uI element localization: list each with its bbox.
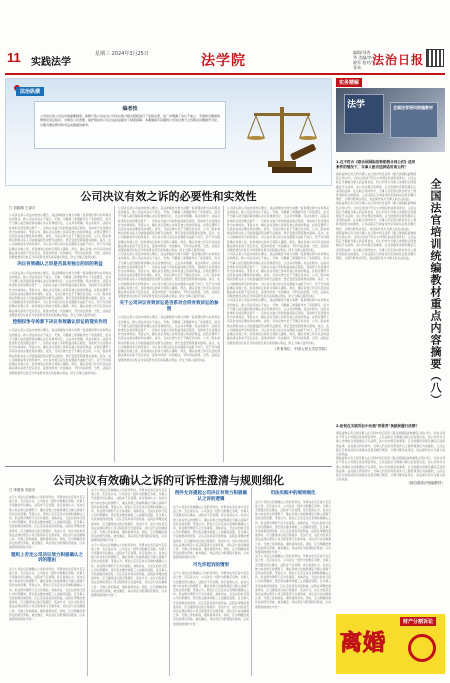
book-label: 法学: [347, 100, 366, 110]
article1-col2: 公司决议是公司法中的核心概念，其法律属性与效力问题一直是理论界与实务界关注的焦点。新公司法对决议不成立、无效、可撤销三类瑕疵作出了系统规定，但对于当事人能否提起请求确认决议有效的诉讼，立法并未明确。司法实践中，法院对此类诉讼的受理态度不一，有的认为缺乏诉的利益而裁定驳回，有的则予以受理并作出实体判决。笔者认为，确认决议有效之诉具有独立的诉的利益，在特定情形下有其存在的必要性和实效性。首先，当决议效力处于不确定状态时，公司、股东或相关利害关系人可能面临经营决策无法推进、登记变更受阻等现实困境。其次，在公司控制权争夺的场景中，对立各方常以决议存在瑕疵为由拒不执行，若不允许提起确认有效之诉，则有效决议的执行将陷入僵局。再次，确认有效之诉可以及时消除法律关系的不安定状态，促进纠纷的一次性解决，节约司法资源。当然，法院在受理此类诉讼时应当审查原告是否具有确认利益，防止当事人滥用诉权。 公司决议是公司法中的核心概念，其法律属性与效力问题一直是理论界与实务界关注的焦点。新公司法对决议不成立、无效、可撤销三类瑕疵作出了系统规定，但对于当事人能否提起请求确认决议有效的诉讼，立法并未明确。司法实践中，法院对此类诉讼的受理态度不一，有的认为缺乏诉的利益而裁定驳回，有的则予以受理并作出实体判决。笔者认为，确认决议有效之诉具有独立的诉的利益，在特定情形下有其存在的必要性和实效性。首先，当决议效力处于不确定状态时，公司、股东或相关利害关系人可能面临经营决策无法推进、登记变更受阻等现实困境。其次，在公司控制权争夺的场景中，对立各方常以决议存在瑕疵为由拒不执行，若不允许提起确认有效之诉，则有效决议的执行将陷入僵局。再次，确认有效之诉可以及时消除法律关系的不安定状态，促进纠纷的一次性解决，节约司法资源。当然，法院在受理此类诉讼时应当审查原告是否具有确认利益，防止当事人滥用诉权。 关于公司决议有效诉讼是否系对合同有效诉讼的参照 公司决议是公司法中的核心概念，其法律属性与效力问题一直是理论界与实务界关注的焦点。新公司法对决议不成立、无效、可撤销三类瑕疵作出了系统规定，但对于当事人能否提起请求确认决议有效的诉讼，立法并未明确。司法实践中，法院对此类诉讼的受理态度不一，有的认为缺乏诉的利益而裁定驳回，有的则予以受理并作出实体判决。笔者认为，确认决议有效之诉具有独立的诉的利益，在特定情形下有其存在的必要性和实效性。首先，当决议效力处于不确定状态时，公司、股东或相关利害关系人可能面临经营决策无法推进、登记变更受阻等现实困境。其次，在公司控制权争夺的场景中，对立各方常以决议存在瑕疵为由拒不执行，若不允许提起确认有效之诉，则有效决议的执行将陷入僵局。再次，确认有效之诉可以及时消除法律关系的不安定状态，促进纠纷的一次性解决，节约司法资源。当然，法院在受理此类诉讼时应当审查原告是否具有确认利益，防止当事人滥用诉权。: [118, 206, 220, 362]
article2-col1: □ 李建伟 刘亚东 关于公司决议有效确认之诉的可诉性，学界存在肯定说与否定说之争。否定说认为，公司决议一经作出即推定有效，当事人无需通过诉讼确认，法院亦不应受理。肯定说则认为，在决议效力存在争议的情形下，确认有效之诉能够满足当事人消除不安状态的需要。笔者认为，原则上应否定决议有效积极确认之诉，但在例外情形下应允许提起。具体而言，当决议的执行因公司内部僵局、登记机关要求或第三人质疑而受阻，且当事人无其他救济途径时，应认定其具有诉的利益。法院在审理此类案件时，应当围绕决议的召集程序、表决方式、决议内容是否违反法律法规及公司章程等进行全面审查，并注意与决议撤销之诉、无效之诉的衔接，避免裁判冲突。同时，应当明确此类诉讼的原告资格、被告确定、举证责任分配等程序规则，以实现规则的细化与统一。 理则上否定公司决议效力积极确认之诉的理由 关于公司决议有效确认之诉的可诉性，学界存在肯定说与否定说之争。否定说认为，公司决议一经作出即推定有效，当事人无需通过诉讼确认，法院亦不应受理。肯定说则认为，在决议效力存在争议的情形下，确认有效之诉能够满足当事人消除不安状态的需要。笔者认为，原则上应否定决议有效积极确认之诉，但在例外情形下应允许提起。具体而言，当决议的执行因公司内部僵局、登记机关要求或第三人质疑而受阻，且当事人无其他救济途径时，应认定其具有诉的利益。法院在审理此类案件时，应当围绕决议的召集程序、表决方式、决议内容是否违反法律法规及公司章程等进行全面审查，并注意与决议撤销之诉、无效之诉的衔接，避免裁判冲突。同时，应当明确此类诉讼的原告资格、被告确定、举证责任分配等程序规则，以实现规则的细化与统一。: [9, 488, 85, 622]
section-title: 实践法学: [31, 57, 71, 68]
book-label: 全国法官培训统编教材: [393, 105, 433, 110]
advert-block[interactable]: [336, 614, 445, 674]
editor-note-body: 公司决议是公司法中的重要制度。新修订的公司法对公司决议效力相关规则进行了系统完善，进一步明确了决议不成立、无效和可撤销的情形及诉讼程序，为规范公司治理、保护股东和公司合法权益提供了制度保障。本期邀请专家围绕公司决议效力之诉相关问题展开讨论，以期为理论研究和司法实践提供参考。: [40, 114, 221, 127]
books-photo: [336, 88, 445, 152]
article1-headline: 公司决议有效之诉的必要性和实效性: [80, 190, 257, 203]
sidebar-vertical-title: 全国法官培训统编教材重点内容摘要（八）: [429, 178, 442, 406]
main-column: [5, 78, 332, 678]
feature-banner: [5, 78, 332, 186]
column-divider: [87, 488, 88, 676]
editor-info: 编辑/刘秀华 美编/李晓军 校对/张英: [353, 50, 372, 70]
article2-col4: 司法实践中的规则细化 关于公司决议有效确认之诉的可诉性，学界存在肯定说与否定说之争。否定说认为，公司决议一经作出即推定有效，当事人无需通过诉讼确认，法院亦不应受理。肯定说则认为，在决议效力存在争议的情形下，确认有效之诉能够满足当事人消除不安状态的需要。笔者认为，原则上应否定决议有效积极确认之诉，但在例外情形下应允许提起。具体而言，当决议的执行因公司内部僵局、登记机关要求或第三人质疑而受阻，且当事人无其他救济途径时，应认定其具有诉的利益。法院在审理此类案件时，应当围绕决议的召集程序、表决方式、决议内容是否违反法律法规及公司章程等进行全面审查，并注意与决议撤销之诉、无效之诉的衔接，避免裁判冲突。同时，应当明确此类诉讼的原告资格、被告确定、举证责任分配等程序规则，以实现规则的细化与统一。 关于公司决议有效确认之诉的可诉性，学界存在肯定说与否定说之争。否定说认为，公司决议一经作出即推定有效，当事人无需通过诉讼确认，法院亦不应受理。肯定说则认为，在决议效力存在争议的情形下，确认有效之诉能够满足当事人消除不安状态的需要。笔者认为，原则上应否定决议有效积极确认之诉，但在例外情形下应允许提起。具体而言，当决议的执行因公司内部僵局、登记机关要求或第三人质疑而受阻，且当事人无其他救济途径时，应认定其具有诉的利益。法院在审理此类案件时，应当围绕决议的召集程序、表决方式、决议内容是否违反法律法规及公司章程等进行全面审查，并注意与决议撤销之诉、无效之诉的衔接，避免裁判冲突。同时，应当明确此类诉讼的原告资格、被告确定、举证责任分配等程序规则，以实现规则的细化与统一。: [255, 491, 331, 609]
article1-col3: 公司决议是公司法中的核心概念，其法律属性与效力问题一直是理论界与实务界关注的焦点。新公司法对决议不成立、无效、可撤销三类瑕疵作出了系统规定，但对于当事人能否提起请求确认决议有效的诉讼，立法并未明确。司法实践中，法院对此类诉讼的受理态度不一，有的认为缺乏诉的利益而裁定驳回，有的则予以受理并作出实体判决。笔者认为，确认决议有效之诉具有独立的诉的利益，在特定情形下有其存在的必要性和实效性。首先，当决议效力处于不确定状态时，公司、股东或相关利害关系人可能面临经营决策无法推进、登记变更受阻等现实困境。其次，在公司控制权争夺的场景中，对立各方常以决议存在瑕疵为由拒不执行，若不允许提起确认有效之诉，则有效决议的执行将陷入僵局。再次，确认有效之诉可以及时消除法律关系的不安定状态，促进纠纷的一次性解决，节约司法资源。当然，法院在受理此类诉讼时应当审查原告是否具有确认利益，防止当事人滥用诉权。 公司决议是公司法中的核心概念，其法律属性与效力问题一直是理论界与实务界关注的焦点。新公司法对决议不成立、无效、可撤销三类瑕疵作出了系统规定，但对于当事人能否提起请求确认决议有效的诉讼，立法并未明确。司法实践中，法院对此类诉讼的受理态度不一，有的认为缺乏诉的利益而裁定驳回，有的则予以受理并作出实体判决。笔者认为，确认决议有效之诉具有独立的诉的利益，在特定情形下有其存在的必要性和实效性。首先，当决议效力处于不确定状态时，公司、股东或相关利害关系人可能面临经营决策无法推进、登记变更受阻等现实困境。其次，在公司控制权争夺的场景中，对立各方常以决议存在瑕疵为由拒不执行，若不允许提起确认有效之诉，则有效决议的执行将陷入僵局。再次，确认有效之诉可以及时消除法律关系的不安定状态，促进纠纷的一次性解决，节约司法资源。当然，法院在受理此类诉讼时应当审查原告是否具有确认利益，防止当事人滥用诉权。 公司决议是公司法中的核心概念，其法律属性与效力问题一直是理论界与实务界关注的焦点。新公司法对决议不成立、无效、可撤销三类瑕疵作出了系统规定，但对于当事人能否提起请求确认决议有效的诉讼，立法并未明确。司法实践中，法院对此类诉讼的受理态度不一，有的认为缺乏诉的利益而裁定驳回，有的则予以受理并作出实体判决。笔者认为，确认决议有效之诉具有独立的诉的利益，在特定情形下有其存在的必要性和实效性。首先，当决议效力处于不确定状态时，公司、股东或相关利害关系人可能面临经营决策无法推进、登记变更受阻等现实困境。其次，在公司控制权争夺的场景中，对立各方常以决议存在瑕疵为由拒不执行，若不允许提起确认有效之诉，则有效决议的执行将陷入僵局。再次，确认有效之诉可以及时消除法律关系的不安定状态，促进纠纷的一次性解决，节约司法资源。当然，法院在受理此类诉讼时应当审查原告是否具有确认利益，防止当事人滥用诉权。 （作者单位：中国人民大学法学院）: [227, 206, 329, 351]
article2-byline: □ 李建伟 刘亚东: [9, 488, 36, 492]
column-divider: [223, 206, 224, 462]
justice-scales-icon: [242, 97, 322, 177]
advert-label: 财产分割诉讼: [400, 617, 436, 626]
column-divider: [251, 488, 252, 676]
editor-note-title: 编者按: [122, 106, 138, 112]
column-divider: [114, 206, 115, 462]
article1-col1: □ 刘凯湘 王泽宇 公司决议是公司法中的核心概念，其法律属性与效力问题一直是理论界与实务界关注的焦点。新公司法对决议不成立、无效、可撤销三类瑕疵作出了系统规定，但对于当事人能否提起请求确认决议有效的诉讼，立法并未明确。司法实践中，法院对此类诉讼的受理态度不一，有的认为缺乏诉的利益而裁定驳回，有的则予以受理并作出实体判决。笔者认为，确认决议有效之诉具有独立的诉的利益，在特定情形下有其存在的必要性和实效性。首先，当决议效力处于不确定状态时，公司、股东或相关利害关系人可能面临经营决策无法推进、登记变更受阻等现实困境。其次，在公司控制权争夺的场景中，对立各方常以决议存在瑕疵为由拒不执行，若不允许提起确认有效之诉，则有效决议的执行将陷入僵局。再次，确认有效之诉可以及时消除法律关系的不安定状态，促进纠纷的一次性解决，节约司法资源。当然，法院在受理此类诉讼时应当审查原告是否具有确认利益，防止当事人滥用诉权。 决议有效确认之诉是否具有独立的诉的利益 公司决议是公司法中的核心概念，其法律属性与效力问题一直是理论界与实务界关注的焦点。新公司法对决议不成立、无效、可撤销三类瑕疵作出了系统规定，但对于当事人能否提起请求确认决议有效的诉讼，立法并未明确。司法实践中，法院对此类诉讼的受理态度不一，有的认为缺乏诉的利益而裁定驳回，有的则予以受理并作出实体判决。笔者认为，确认决议有效之诉具有独立的诉的利益，在特定情形下有其存在的必要性和实效性。首先，当决议效力处于不确定状态时，公司、股东或相关利害关系人可能面临经营决策无法推进、登记变更受阻等现实困境。其次，在公司控制权争夺的场景中，对立各方常以决议存在瑕疵为由拒不执行，若不允许提起确认有效之诉，则有效决议的执行将陷入僵局。再次，确认有效之诉可以及时消除法律关系的不安定状态，促进纠纷的一次性解决，节约司法资源。当然，法院在受理此类诉讼时应当审查原告是否具有确认利益，防止当事人滥用诉权。 控制权争夺场景下决议有效确认诉讼的现实作用 公司决议是公司法中的核心概念，其法律属性与效力问题一直是理论界与实务界关注的焦点。新公司法对决议不成立、无效、可撤销三类瑕疵作出了系统规定，但对于当事人能否提起请求确认决议有效的诉讼，立法并未明确。司法实践中，法院对此类诉讼的受理态度不一，有的认为缺乏诉的利益而裁定驳回，有的则予以受理并作出实体判决。笔者认为，确认决议有效之诉具有独立的诉的利益，在特定情形下有其存在的必要性和实效性。首先，当决议效力处于不确定状态时，公司、股东或相关利害关系人可能面临经营决策无法推进、登记变更受阻等现实困境。其次，在公司控制权争夺的场景中，对立各方常以决议存在瑕疵为由拒不执行，若不允许提起确认有效之诉，则有效决议的执行将陷入僵局。再次，确认有效之诉可以及时消除法律关系的不安定状态，促进纠纷的一次性解决，节约司法资源。当然，法院在受理此类诉讼时应当审查原告是否具有确认利益，防止当事人滥用诉权。: [9, 206, 111, 375]
column-divider: [169, 488, 170, 676]
ring-icon: [408, 634, 436, 662]
sidebar-text-2: 2.如何在关联诉讼中处理"背靠背"条款和履行抗辩？ 国际货物买卖合同当事人在合同中约定适用《联合国国际货物销售合同公约》，但该合同并不符合公约规定的适用条件时，人民法院应当尊重当事人的意思自治，将公约作为当事人选择的合同准据法予以适用。但公约未规定的事项，应当依据冲突规范确定应适用的法律。在关联合同纠纷中，当事人约定的付款条件以上游款项到位为前提的，人民法院应当审查该约定的真实意思及履行情况，合理分配举证责任，依法保护各方当事人的合法权益。 国际货物买卖合同当事人在合同中约定适用《联合国国际货物销售合同公约》，但该合同并不符合公约规定的适用条件时，人民法院应当尊重当事人的意思自治，将公约作为当事人选择的合同准据法予以适用。但公约未规定的事项，应当依据冲突规范确定应适用的法律。在关联合同纠纷中，当事人约定的付款条件以上游款项到位为前提的，人民法院应当审查该约定的真实意思及履行情况，合理分配举证责任，依法保护各方当事人的合法权益。 （摘自最高法统编教材）: [336, 424, 445, 486]
article-divider: [5, 466, 332, 467]
sidebar: [336, 78, 445, 678]
page-number: 11: [7, 50, 21, 65]
advert-big-text: 离婚: [340, 631, 387, 656]
sidebar-tag: 实务精解: [336, 78, 362, 87]
masthead: [5, 47, 445, 73]
article2-col3: 例外允许提起公司决议有效力积极确认之诉的逻辑 关于公司决议有效确认之诉的可诉性，学界存在肯定说与否定说之争。否定说认为，公司决议一经作出即推定有效，当事人无需通过诉讼确认，法院亦不应受理。肯定说则认为，在决议效力存在争议的情形下，确认有效之诉能够满足当事人消除不安状态的需要。笔者认为，原则上应否定决议有效积极确认之诉，但在例外情形下应允许提起。具体而言，当决议的执行因公司内部僵局、登记机关要求或第三人质疑而受阻，且当事人无其他救济途径时，应认定其具有诉的利益。法院在审理此类案件时，应当围绕决议的召集程序、表决方式、决议内容是否违反法律法规及公司章程等进行全面审查，并注意与决议撤销之诉、无效之诉的衔接，避免裁判冲突。同时，应当明确此类诉讼的原告资格、被告确定、举证责任分配等程序规则，以实现规则的细化与统一。 可允许起诉的情形 关于公司决议有效确认之诉的可诉性，学界存在肯定说与否定说之争。否定说认为，公司决议一经作出即推定有效，当事人无需通过诉讼确认，法院亦不应受理。肯定说则认为，在决议效力存在争议的情形下，确认有效之诉能够满足当事人消除不安状态的需要。笔者认为，原则上应否定决议有效积极确认之诉，但在例外情形下应允许提起。具体而言，当决议的执行因公司内部僵局、登记机关要求或第三人质疑而受阻，且当事人无其他救济途径时，应认定其具有诉的利益。法院在审理此类案件时，应当围绕决议的召集程序、表决方式、决议内容是否违反法律法规及公司章程等进行全面审查，并注意与决议撤销之诉、无效之诉的衔接，避免裁判冲突。同时，应当明确此类诉讼的原告资格、被告确定、举证责任分配等程序规则，以实现规则的细化与统一。: [173, 491, 249, 626]
article1-byline: □ 刘凯湘 王泽宇: [9, 206, 36, 210]
article2-headline: 公司决议有效确认之诉的可诉性澄清与规则细化: [53, 474, 284, 487]
banner-tag: 法治纵横: [16, 87, 44, 96]
article2-col2: 关于公司决议有效确认之诉的可诉性，学界存在肯定说与否定说之争。否定说认为，公司决议一经作出即推定有效，当事人无需通过诉讼确认，法院亦不应受理。肯定说则认为，在决议效力存在争议的情形下，确认有效之诉能够满足当事人消除不安状态的需要。笔者认为，原则上应否定决议有效积极确认之诉，但在例外情形下应允许提起。具体而言，当决议的执行因公司内部僵局、登记机关要求或第三人质疑而受阻，且当事人无其他救济途径时，应认定其具有诉的利益。法院在审理此类案件时，应当围绕决议的召集程序、表决方式、决议内容是否违反法律法规及公司章程等进行全面审查，并注意与决议撤销之诉、无效之诉的衔接，避免裁判冲突。同时，应当明确此类诉讼的原告资格、被告确定、举证责任分配等程序规则，以实现规则的细化与统一。 关于公司决议有效确认之诉的可诉性，学界存在肯定说与否定说之争。否定说认为，公司决议一经作出即推定有效，当事人无需通过诉讼确认，法院亦不应受理。肯定说则认为，在决议效力存在争议的情形下，确认有效之诉能够满足当事人消除不安状态的需要。笔者认为，原则上应否定决议有效积极确认之诉，但在例外情形下应允许提起。具体而言，当决议的执行因公司内部僵局、登记机关要求或第三人质疑而受阻，且当事人无其他救济途径时，应认定其具有诉的利益。法院在审理此类案件时，应当围绕决议的召集程序、表决方式、决议内容是否违反法律法规及公司章程等进行全面审查，并注意与决议撤销之诉、无效之诉的衔接，避免裁判冲突。同时，应当明确此类诉讼的原告资格、被告确定、举证责任分配等程序规则，以实现规则的细化与统一。: [91, 488, 167, 598]
column-title: 法学院: [201, 53, 246, 69]
sidebar-text-1: 1.在不符合《联合国国际货物销售合同公约》适用条件的情况下，当事人能否选择适用该公约？ 国际货物买卖合同当事人在合同中约定适用《联合国国际货物销售合同公约》，但该合同并不符合公约规定的适用条件时，人民法院应当尊重当事人的意思自治，将公约作为当事人选择的合同准据法予以适用。但公约未规定的事项，应当依据冲突规范确定应适用的法律。在关联合同纠纷中，当事人约定的付款条件以上游款项到位为前提的，人民法院应当审查该约定的真实意思及履行情况，合理分配举证责任，依法保护各方当事人的合法权益。 国际货物买卖合同当事人在合同中约定适用《联合国国际货物销售合同公约》，但该合同并不符合公约规定的适用条件时，人民法院应当尊重当事人的意思自治，将公约作为当事人选择的合同准据法予以适用。但公约未规定的事项，应当依据冲突规范确定应适用的法律。在关联合同纠纷中，当事人约定的付款条件以上游款项到位为前提的，人民法院应当审查该约定的真实意思及履行情况，合理分配举证责任，依法保护各方当事人的合法权益。 国际货物买卖合同当事人在合同中约定适用《联合国国际货物销售合同公约》，但该合同并不符合公约规定的适用条件时，人民法院应当尊重当事人的意思自治，将公约作为当事人选择的合同准据法予以适用。但公约未规定的事项，应当依据冲突规范确定应适用的法律。在关联合同纠纷中，当事人约定的付款条件以上游款项到位为前提的，人民法院应当审查该约定的真实意思及履行情况，合理分配举证责任，依法保护各方当事人的合法权益。: [336, 160, 416, 261]
qr-code-icon[interactable]: [426, 49, 444, 67]
edition-info: 星期三 2024年3月25日: [95, 51, 149, 57]
editor-note: [34, 101, 226, 149]
newspaper-logo: 法治日报: [372, 53, 425, 67]
article1-author-note: （作者单位：中国人民大学法学院）: [273, 346, 329, 351]
header-rule: [5, 73, 445, 75]
